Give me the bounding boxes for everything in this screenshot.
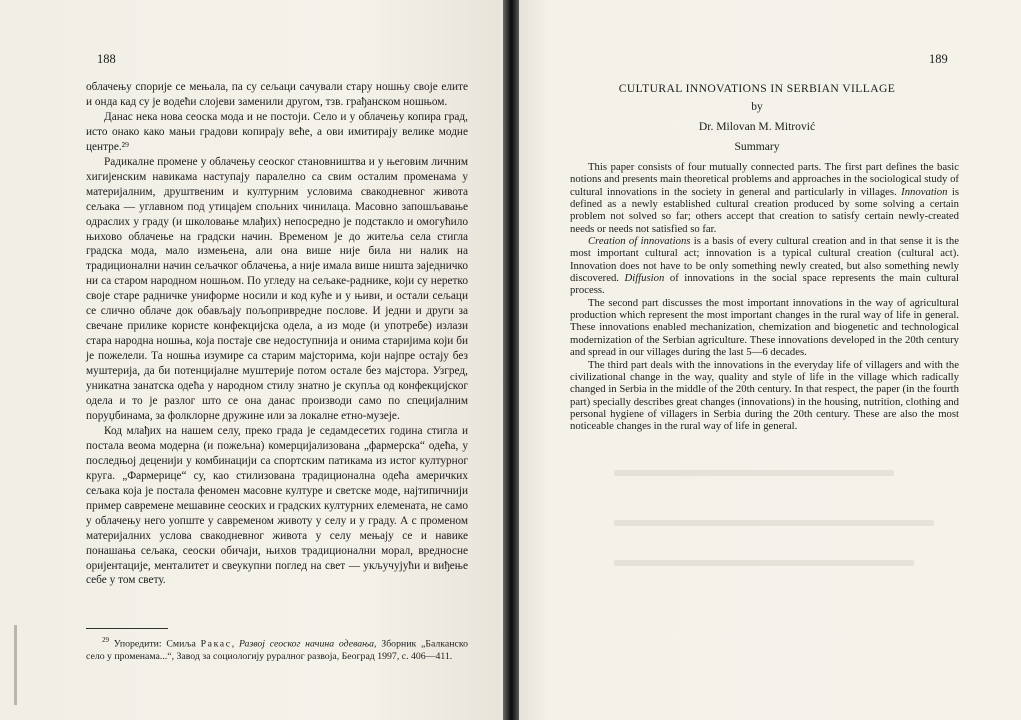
body-text — [86, 80, 468, 588]
summary-paragraph — [570, 297, 959, 359]
text-run: of innovations in the social space represents the main cultural process. — [570, 272, 959, 297]
right-page — [519, 0, 1021, 720]
text-run: This paper consists of four mutually connected parts. The first part defines the basic notions and presents main theoretical problems and approaches in the sociological study of cultural innovations in the society in general and particularly in villages. — [570, 161, 959, 198]
summary-paragraph — [570, 161, 959, 235]
left-page — [0, 0, 503, 720]
page-number: 188 — [97, 52, 116, 66]
footnote-title: Развој сеоског начина одевања, — [238, 638, 377, 650]
author-name: Dr. Milovan M. Mitrović — [698, 120, 816, 133]
footnote-marker: 29 — [102, 636, 109, 644]
byline-by: by — [751, 101, 763, 113]
paragraph: Код млађих на нашем селу, преко града је седамдесетих година стигла и постала веома модерна (и пожељна) комерцијализована „фармерска“ одећа, у последњој деценији у комбинацији са спортским патикама из истог културног круга. „Фармерице“ су, као стилизована традиционална одећа америчких сељака која је постала феномен масовне културе и светске моде, најтипичнији пример савремене мешавине сеоских и градских културних елемената, не само у облачењу него уопште у савременом животу у селу и у граду. А с променом материјалних услова свакодневног живота у селу мењају се и навике понашања сељака, сеоски обичаји, њихов традиционални морал, вредносне оријентације, менталитет и свеукупни поглед на свет — укључујући и виђење себе у том свету. — [86, 424, 468, 587]
bleed-through — [614, 470, 894, 476]
summary-paragraph — [570, 235, 959, 297]
italic-term: Diffusion — [624, 272, 665, 285]
page-edge-mark — [14, 625, 17, 705]
italic-term: Innovation — [901, 185, 948, 198]
summary-heading: Summary — [734, 140, 780, 153]
bleed-through — [614, 560, 914, 566]
paragraph: Радикалне промене у облачењу сеоског становништва и у његовим личним хигијенским навикама наступају паралелно са свим осталим променама у материјалним, друштвеним и културним условима свакодневног живота сељака — углавном под утицајем спољних чинилаца. Масовно запошљавање одраслих у граду (и школовање млађих) непосредно је подстакло и омогућило њихово облачење на градски начин. Временом је до житеља села стигла градска мода, мало измењена, али она више није била ни налик на традиционални начин сељачког облачења, а није имала више ништа заједничко ни са старом народном ношњом. По угледу на сељаке-раднике, који су неретко своје старе радничке униформе носили и код куће и у њиви, и остали сељаци се слично облаче док обављају пољопривредне послове. И једни и други за свечане прилике користе конфекцијска одела, а из моде (и употребе) излази стара народна ношња, која постаје све недоступнија и онима старијима који би је пожелели. Та ношња изумире са старим мајсторима, који најпре остају без муштерија, да би потенцијалне муштерије потом остале без мајстора. Узгред, уникатна занатска одећа у народном стилу знатно је скупља од конфекцијског одела и то је разлог што се она данас производи само по специјалним поруџбинама, за фолклорне дружине или за локалне етно-музеје. — [86, 155, 468, 422]
footnote-author: Ракас — [200, 638, 232, 650]
text-run: The third part deals with the innovations in the everyday life of villagers and with the civilizational change in the way, quality and style of life in the village which radically changed in Serbia in the middle of the 20th century. In that respect, the paper (in the fourth part) specially describes great changes (innovations) in the housing, nutrition, clothing and personal hygiene of villagers in Serbia during the 20th century. These are also the most noticeable changes in the rural way of life in general. — [570, 358, 959, 433]
article-title: CULTURAL INNOVATIONS IN SERBIAN VILLAGE — [618, 82, 896, 95]
footnote: $^{29}$ Упоредити: Смиља Ракас, Развој сеоског начина одевања, Зборник „Балканско село у променама...“, Завод за социологију руралног развоја, Београд 1997, с. 406—411. — [86, 636, 469, 662]
text-run: is defined as a newly established cultural creation produced by some solving a certain problem not solved so far; others accept that creation to satisfy certain newly-created needs or needs not satisfied so far. — [570, 185, 959, 235]
paragraph: облачењу спорије се мењала, па су сељаци сачували стару ношњу своје елите и онда кад су је водећи слојеви заменили другом, тзв. грађанском ношњом. — [86, 81, 468, 108]
text-run: The second part discusses the most important innovations in the way of agricultural production which represent the most important changes in the rural way of life in general. These innovations enabled mechanization, chemization and biogenetic and technological modernization of the Serbian agriculture. These innovations developed in the 20th century and spread in our villages during the last 5—6 decades. — [570, 296, 959, 359]
footnote-divider — [86, 628, 168, 629]
bleed-through — [614, 520, 934, 526]
summary-paragraph — [570, 359, 959, 433]
paragraph: Данас нека нова сеоска мода и не постоји. Село и у облачењу копира град, исто онако како мањи градови копирају веће, а ови имитирају велике модне центре.²⁹ — [86, 110, 468, 153]
page-number: 189 — [929, 52, 948, 66]
italic-term: Creation of innovations — [588, 235, 691, 248]
book-gutter — [503, 0, 519, 720]
summary-text — [570, 161, 959, 433]
text-run: is a basis of every cultural creation and in that sense it is the most important cultural act; innovation is a typical cultural creation (cultural act). Innovation does not have to be only something newly created, but also something newly discovered. — [570, 235, 959, 285]
